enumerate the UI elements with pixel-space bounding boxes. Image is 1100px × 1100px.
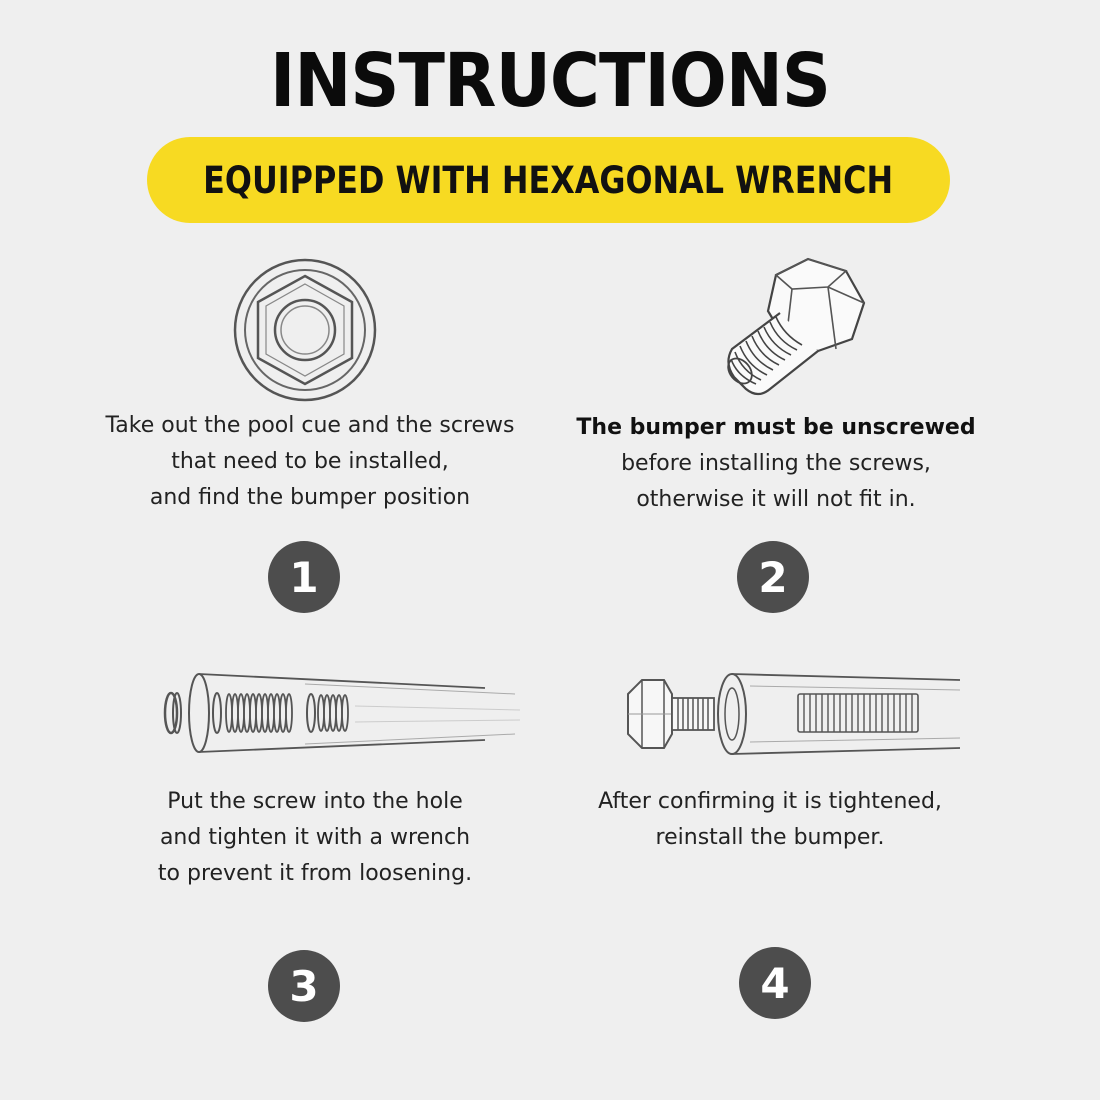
step-2-number-badge: 2 (737, 541, 809, 613)
banner-text: EQUIPPED WITH HEXAGONAL WRENCH (203, 158, 894, 202)
step-1-number-badge: 1 (268, 541, 340, 613)
step-1-line-1: Take out the pool cue and the screws (105, 413, 515, 438)
step-3-caption (75, 784, 555, 892)
cue-with-screws-icon (155, 666, 525, 766)
step-2-line-3: otherwise it will not fit in. (636, 487, 916, 512)
page-title: INSTRUCTIONS (269, 38, 831, 124)
step-1-line-3: and find the bumper position (149, 485, 471, 510)
step-2-line-2: before installing the screws, (621, 451, 931, 476)
step-3-line-1: Put the screw into the hole (167, 789, 463, 814)
step-3-line-2: and tighten it with a wrench (159, 825, 471, 850)
step-2-line-1: The bumper must be unscrewed (576, 415, 976, 440)
feature-banner (147, 137, 950, 223)
step-4-caption (530, 784, 1010, 856)
hex-bolt-icon (718, 253, 874, 403)
step-4-line-1: After confirming it is tightened, (598, 789, 942, 814)
step-3-number-badge: 3 (268, 950, 340, 1022)
step-1-line-2: that need to be installed, (171, 449, 449, 474)
step-4-number-badge: 4 (739, 947, 811, 1019)
cue-end-hex-icon (222, 258, 388, 408)
step-2-caption (536, 410, 1016, 518)
step-3-line-3: to prevent it from loosening. (157, 861, 473, 886)
step-1-caption (70, 408, 550, 516)
step-4-line-2: reinstall the bumper. (655, 825, 885, 850)
bolt-into-cue-icon (620, 666, 965, 766)
